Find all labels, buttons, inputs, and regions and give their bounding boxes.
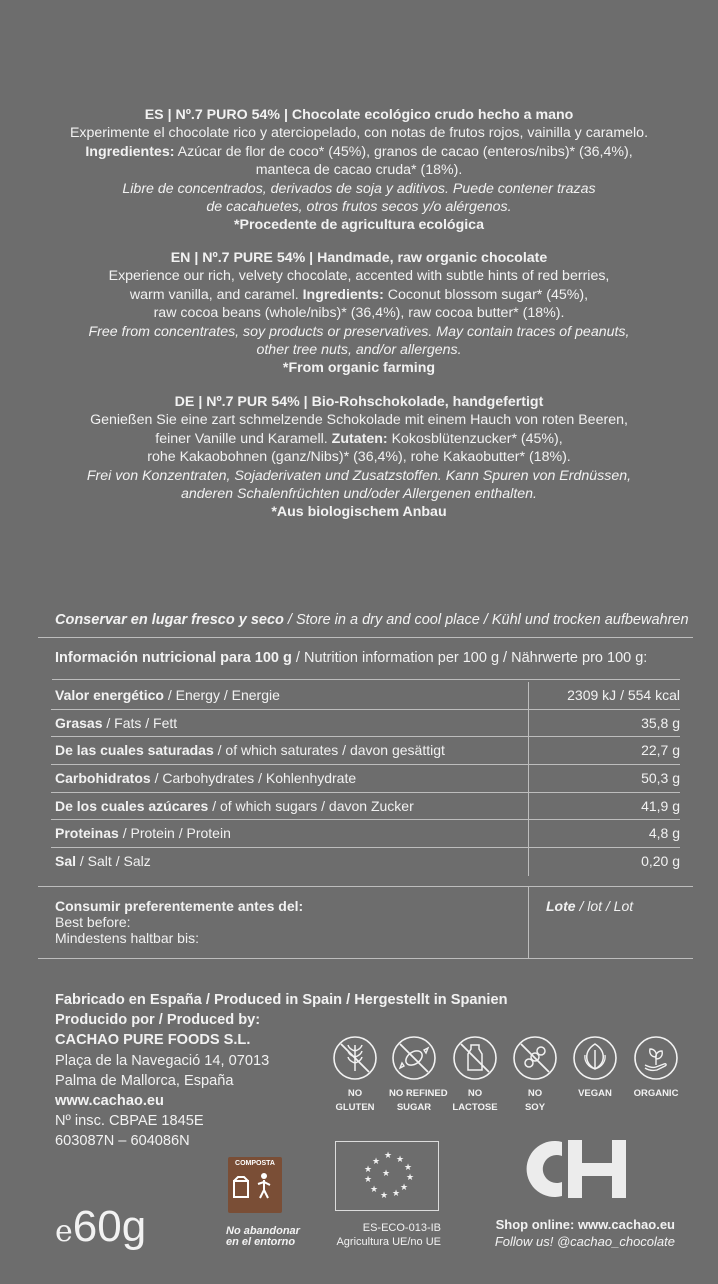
- badge-label: SUGAR: [396, 1102, 432, 1113]
- en-line2: [0, 286, 718, 304]
- es-organic: *Procedente de agricultura ecológica: [234, 217, 484, 234]
- shop-info: [470, 1216, 675, 1250]
- row-label-es: De los cuales azúcares: [55, 797, 209, 814]
- svg-text:★: ★: [404, 1163, 413, 1173]
- row-value: 4,8 g: [648, 825, 680, 842]
- en-free1: Free from concentrates, soy products or preservatives. May contain traces of peanuts,: [88, 323, 630, 340]
- table-row: [55, 765, 680, 793]
- divider: [38, 886, 693, 887]
- badge-label: NO: [347, 1088, 363, 1099]
- es-description: [0, 106, 718, 235]
- table-row: [55, 793, 680, 821]
- es-ing-text: Azúcar de flor de coco* (45%), granos de cacao (enteros/nibs)* (36,4%),: [174, 143, 633, 160]
- es-free2: de cacahuetes, otros frutos secos y/o alérgenos.: [206, 199, 512, 216]
- lot-es: Lote: [546, 898, 576, 914]
- en-description: [0, 249, 718, 378]
- svg-text:★: ★: [380, 1191, 389, 1201]
- no-lactose-icon: [452, 1035, 498, 1081]
- es-free1: Libre de concentrados, derivados de soja y aditivos. Puede contener trazas: [122, 180, 596, 197]
- registration-codes: 603087N – 604086N: [55, 1133, 190, 1150]
- de-ing-text: Kokosblütenzucker* (45%),: [387, 430, 563, 447]
- row-label-es: De las cuales saturadas: [55, 742, 214, 759]
- en-title: EN | Nº.7 PURE 54% | Handmade, raw organic chocolate: [170, 250, 548, 266]
- de-title: DE | Nº.7 PUR 54% | Bio-Rohschokolade, handgefertigt: [174, 394, 544, 410]
- vegan-icon: [572, 1035, 618, 1081]
- en-line1: Experience our rich, velvety chocolate, accented with subtle hints of red berries,: [108, 268, 610, 285]
- no-soy-icon: [512, 1035, 558, 1081]
- svg-text:★: ★: [384, 1151, 393, 1161]
- badge-label: ORGANIC: [633, 1088, 679, 1099]
- en-line3: raw cocoa beans (whole/nibs)* (36,4%), raw cocoa butter* (18%).: [153, 305, 565, 322]
- shop-online-link[interactable]: Shop online: www.cachao.eu: [495, 1217, 675, 1232]
- eco-certification: [323, 1221, 441, 1249]
- svg-text:★: ★: [372, 1157, 381, 1167]
- compost-label: COMPOSTA: [235, 1160, 275, 1167]
- badge-no-refined-sugar: [389, 1035, 448, 1115]
- no-abandonar-line1: No abandonar: [226, 1225, 300, 1237]
- address-line1: Plaça de la Navegació 14, 07013: [55, 1052, 270, 1069]
- table-row: [55, 820, 680, 848]
- row-label: [55, 682, 280, 710]
- no-gluten-icon: [332, 1035, 378, 1081]
- svg-text:★: ★: [400, 1183, 409, 1193]
- svg-text:★: ★: [396, 1155, 405, 1165]
- badge-label: SOY: [524, 1102, 546, 1113]
- weight-value: 60g: [72, 1202, 147, 1251]
- row-label-rest: / of which sugars / davon Zucker: [208, 797, 414, 814]
- storage-note: [55, 612, 689, 628]
- row-label: [55, 820, 231, 848]
- row-label-es: Proteinas: [55, 825, 119, 842]
- net-weight: [55, 1202, 146, 1252]
- svg-text:★: ★: [370, 1185, 379, 1195]
- best-before-es: Consumir preferentemente antes del:: [55, 898, 304, 914]
- best-before-en: Best before:: [55, 914, 131, 930]
- svg-text:★: ★: [382, 1169, 391, 1179]
- best-before-de: Mindestens haltbar bis:: [55, 930, 199, 946]
- es-line1: Experimente el chocolate rico y aterciopelado, con notas de frutos rojos, vainilla y caramelo.: [69, 125, 649, 142]
- en-line2a: warm vanilla, and caramel.: [129, 286, 303, 303]
- no-littering-note: [226, 1226, 300, 1248]
- de-ing-label: Zutaten:: [331, 430, 388, 447]
- de-organic: *Aus biologischem Anbau: [271, 504, 447, 521]
- company-name: CACHAO PURE FOODS S.L.: [55, 1032, 251, 1049]
- row-label-rest: / Salt / Salz: [76, 853, 151, 870]
- row-label-es: Valor energético: [55, 687, 164, 703]
- es-ingredients: [0, 143, 718, 161]
- nutrition-title-rest: / Nutrition information per 100 g / Nährwerte pro 100 g:: [291, 650, 648, 666]
- brand-logo: [522, 1136, 630, 1207]
- row-label-rest: / Protein / Protein: [118, 825, 231, 842]
- column-divider: [528, 682, 529, 876]
- made-in: Fabricado en España / Produced in Spain / Hergestellt in Spanien: [55, 992, 508, 1008]
- row-value: 2309 kJ / 554 kcal: [567, 687, 680, 703]
- row-label-es: Grasas: [55, 714, 103, 731]
- row-value: 22,7 g: [641, 742, 680, 759]
- en-free2: other tree nuts, and/or allergens.: [256, 342, 462, 359]
- de-line2a: feiner Vanille und Karamell.: [155, 430, 332, 447]
- badge-no-soy: [510, 1035, 560, 1115]
- row-label-rest: / Fats / Fett: [102, 714, 178, 731]
- table-row: [55, 710, 680, 738]
- badge-label: NO REFINED: [389, 1088, 448, 1099]
- badge-no-gluten: [330, 1035, 380, 1115]
- row-label: [55, 848, 151, 876]
- manufacturer-info: [55, 990, 508, 1152]
- storage-rest: / Store in a dry and cool place / Kühl und trocken aufbewahren: [283, 612, 689, 628]
- row-value: 41,9 g: [641, 797, 680, 814]
- divider: [52, 679, 680, 680]
- es-ing-label: Ingredientes:: [85, 143, 175, 160]
- badge-label: LACTOSE: [452, 1102, 498, 1113]
- de-free2: anderen Schalenfrüchten und/oder Allergenen enthalten.: [180, 486, 537, 503]
- divider: [38, 637, 693, 638]
- eu-organic-logo: [335, 1141, 439, 1211]
- table-row: [55, 682, 680, 710]
- nutrition-title-es: Información nutricional para 100 g: [55, 650, 292, 666]
- lot-number: [546, 898, 633, 914]
- registration-number: Nº insc. CBPAE 1845E: [55, 1113, 204, 1130]
- best-before: [55, 898, 303, 946]
- divider: [38, 958, 693, 959]
- es-title: ES | Nº.7 PURO 54% | Chocolate ecológico crudo hecho a mano: [144, 107, 574, 123]
- badge-vegan: [570, 1035, 620, 1101]
- svg-text:★: ★: [364, 1165, 373, 1175]
- lot-rest: / lot / Lot: [575, 898, 634, 914]
- badge-label: GLUTEN: [335, 1102, 375, 1113]
- badge-label: VEGAN: [578, 1088, 612, 1099]
- es-line3: manteca de cacao cruda* (18%).: [255, 162, 463, 179]
- de-description: [0, 393, 718, 522]
- eco-code: ES-ECO-013-IB: [362, 1222, 441, 1234]
- row-value: 35,8 g: [641, 714, 680, 731]
- svg-text:★: ★: [392, 1189, 401, 1199]
- address-line2: Palma de Mallorca, España: [55, 1072, 234, 1089]
- de-line1: Genießen Sie eine zart schmelzende Schokolade mit einem Hauch von roten Beeren,: [90, 412, 628, 429]
- row-label: [55, 737, 445, 765]
- badge-organic: [631, 1035, 681, 1101]
- eco-origin: Agricultura UE/no UE: [336, 1236, 441, 1248]
- row-value: 50,3 g: [641, 770, 680, 787]
- compost-bin-icon: [228, 1167, 282, 1207]
- badge-label: NO: [527, 1088, 543, 1099]
- row-label-rest: / Carbohydrates / Kohlenhydrate: [150, 770, 357, 787]
- badge-no-lactose: [450, 1035, 500, 1115]
- row-label-rest: / Energy / Energie: [163, 687, 280, 703]
- en-ing-label: Ingredients:: [302, 286, 384, 303]
- organic-icon: [633, 1035, 679, 1081]
- nutrition-table: [55, 682, 680, 876]
- table-row: [55, 737, 680, 765]
- website-link[interactable]: www.cachao.eu: [55, 1093, 164, 1110]
- row-label: [55, 793, 414, 821]
- no-abandonar-line2: en el entorno: [226, 1236, 296, 1248]
- row-value: 0,20 g: [641, 853, 680, 870]
- de-line3: rohe Kakaobohnen (ganz/Nibs)* (36,4%), rohe Kakaobutter* (18%).: [147, 449, 571, 466]
- nutrition-title: [55, 650, 647, 666]
- row-label-rest: / of which saturates / davon gesättigt: [213, 742, 445, 759]
- en-ing-text: Coconut blossom sugar* (45%),: [383, 286, 589, 303]
- row-label: [55, 765, 356, 793]
- row-label-es: Sal: [55, 853, 77, 870]
- cachao-logo-icon: [522, 1136, 630, 1202]
- row-label: [55, 710, 177, 738]
- column-divider: [528, 886, 529, 959]
- compost-badge: [228, 1157, 282, 1213]
- svg-text:★: ★: [364, 1175, 373, 1185]
- eu-organic-leaf-icon: [336, 1142, 438, 1210]
- social-handle-link[interactable]: Follow us! @cachao_chocolate: [494, 1234, 675, 1249]
- row-label-es: Carbohidratos: [55, 770, 151, 787]
- storage-es: Conservar en lugar fresco y seco: [55, 612, 284, 628]
- svg-text:★: ★: [406, 1173, 415, 1183]
- produced-by: Producido por / Produced by:: [55, 1012, 261, 1029]
- badge-label: NO: [467, 1088, 483, 1099]
- de-free1: Frei von Konzentraten, Sojaderivaten und Zusatzstoffen. Kann Spuren von Erdnüssen,: [86, 467, 632, 484]
- de-line2: [0, 430, 718, 448]
- table-row: [55, 848, 680, 876]
- en-organic: *From organic farming: [282, 360, 436, 377]
- no-refined-sugar-icon: [391, 1035, 437, 1081]
- estimated-sign-icon: e: [55, 1214, 73, 1249]
